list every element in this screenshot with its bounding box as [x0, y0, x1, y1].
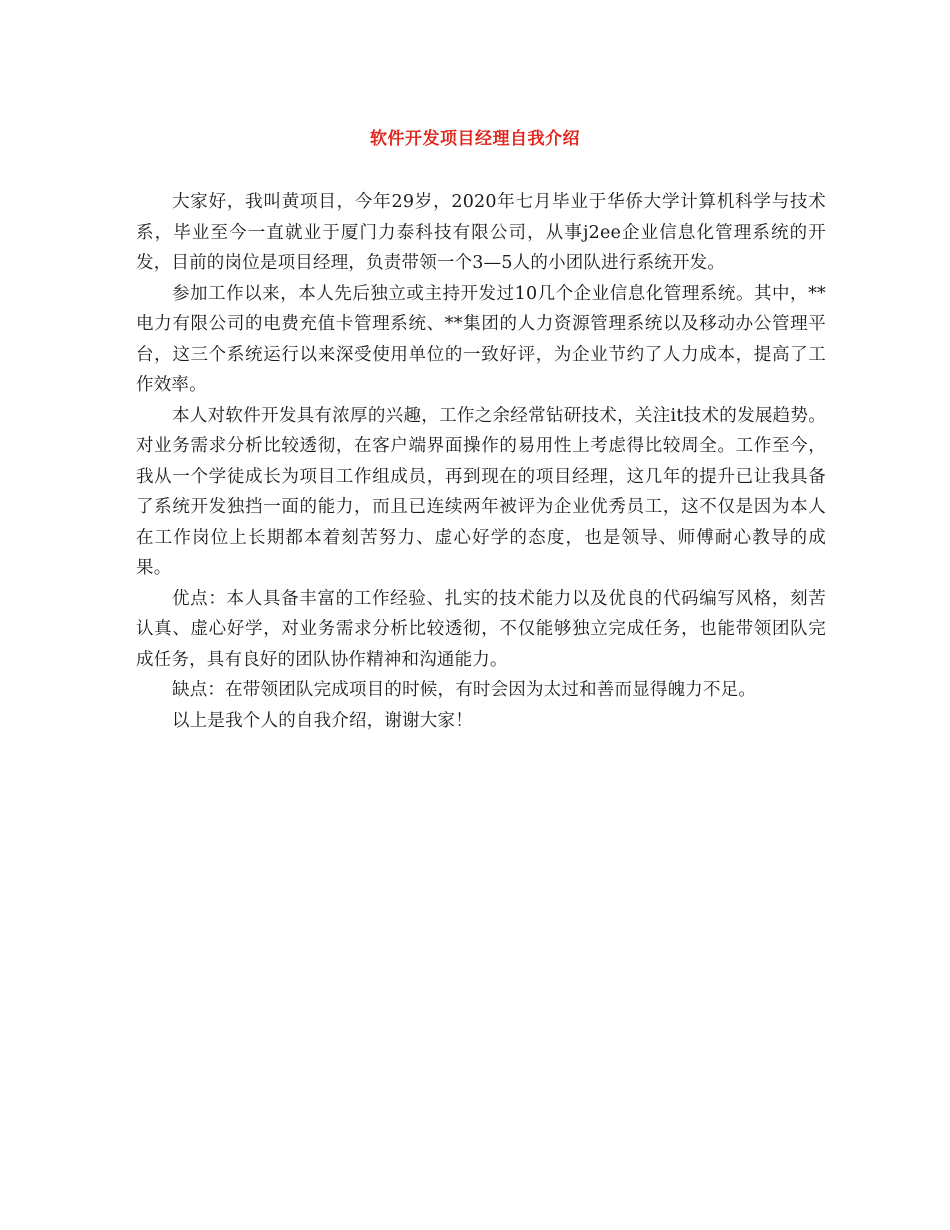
paragraph-closing: 以上是我个人的自我介绍，谢谢大家！ — [172, 710, 473, 731]
document-title: 软件开发项目经理自我介绍 — [370, 129, 580, 149]
paragraph-experience: 参加工作以来，本人先后独立或主持开发过10几个企业信息化管理系统。其中，**电力有限公司的电费充值卡管理系统、**集团的人力资源管理系统以及移动办公管理平台，这三个系统运行以来深受使用单位的一致好评，为企业节约了人力成本，提高了工作效率。 — [136, 283, 826, 395]
document-body — [136, 187, 826, 736]
paragraph-weaknesses: 缺点：在带领团队完成项目的时候，有时会因为太过和善而显得魄力不足。 — [172, 680, 757, 700]
paragraph-strengths: 优点：本人具备丰富的工作经验、扎实的技术能力以及优良的代码编写风格，刻苦认真、虚心好学，对业务需求分析比较透彻，不仅能够独立完成任务，也能带领团队完成任务，具有良好的团队协作精神和沟通能力。 — [136, 588, 826, 670]
paragraph-intro: 大家好，我叫黄项目，今年29岁，2020年七月毕业于华侨大学计算机科学与技术系，毕业至今一直就业于厦门力泰科技有限公司，从事j2ee企业信息化管理系统的开发，目前的岗位是项目经理，负责带领一个3—5人的小团队进行系统开发。 — [136, 192, 826, 273]
paragraph-growth: 本人对软件开发具有浓厚的兴趣，工作之余经常钻研技术，关注it技术的发展趋势。对业务需求分析比较透彻，在客户端界面操作的易用性上考虑得比较周全。工作至今，我从一个学徒成长为项目工作组成员，再到现在的项目经理，这几年的提升已让我具备了系统开发独挡一面的能力，而且已连续两年被评为企业优秀员工，这不仅是因为本人在工作岗位上长期都本着刻苦努力、虚心好学的态度，也是领导、师傅耐心教导的成果。 — [136, 405, 826, 578]
